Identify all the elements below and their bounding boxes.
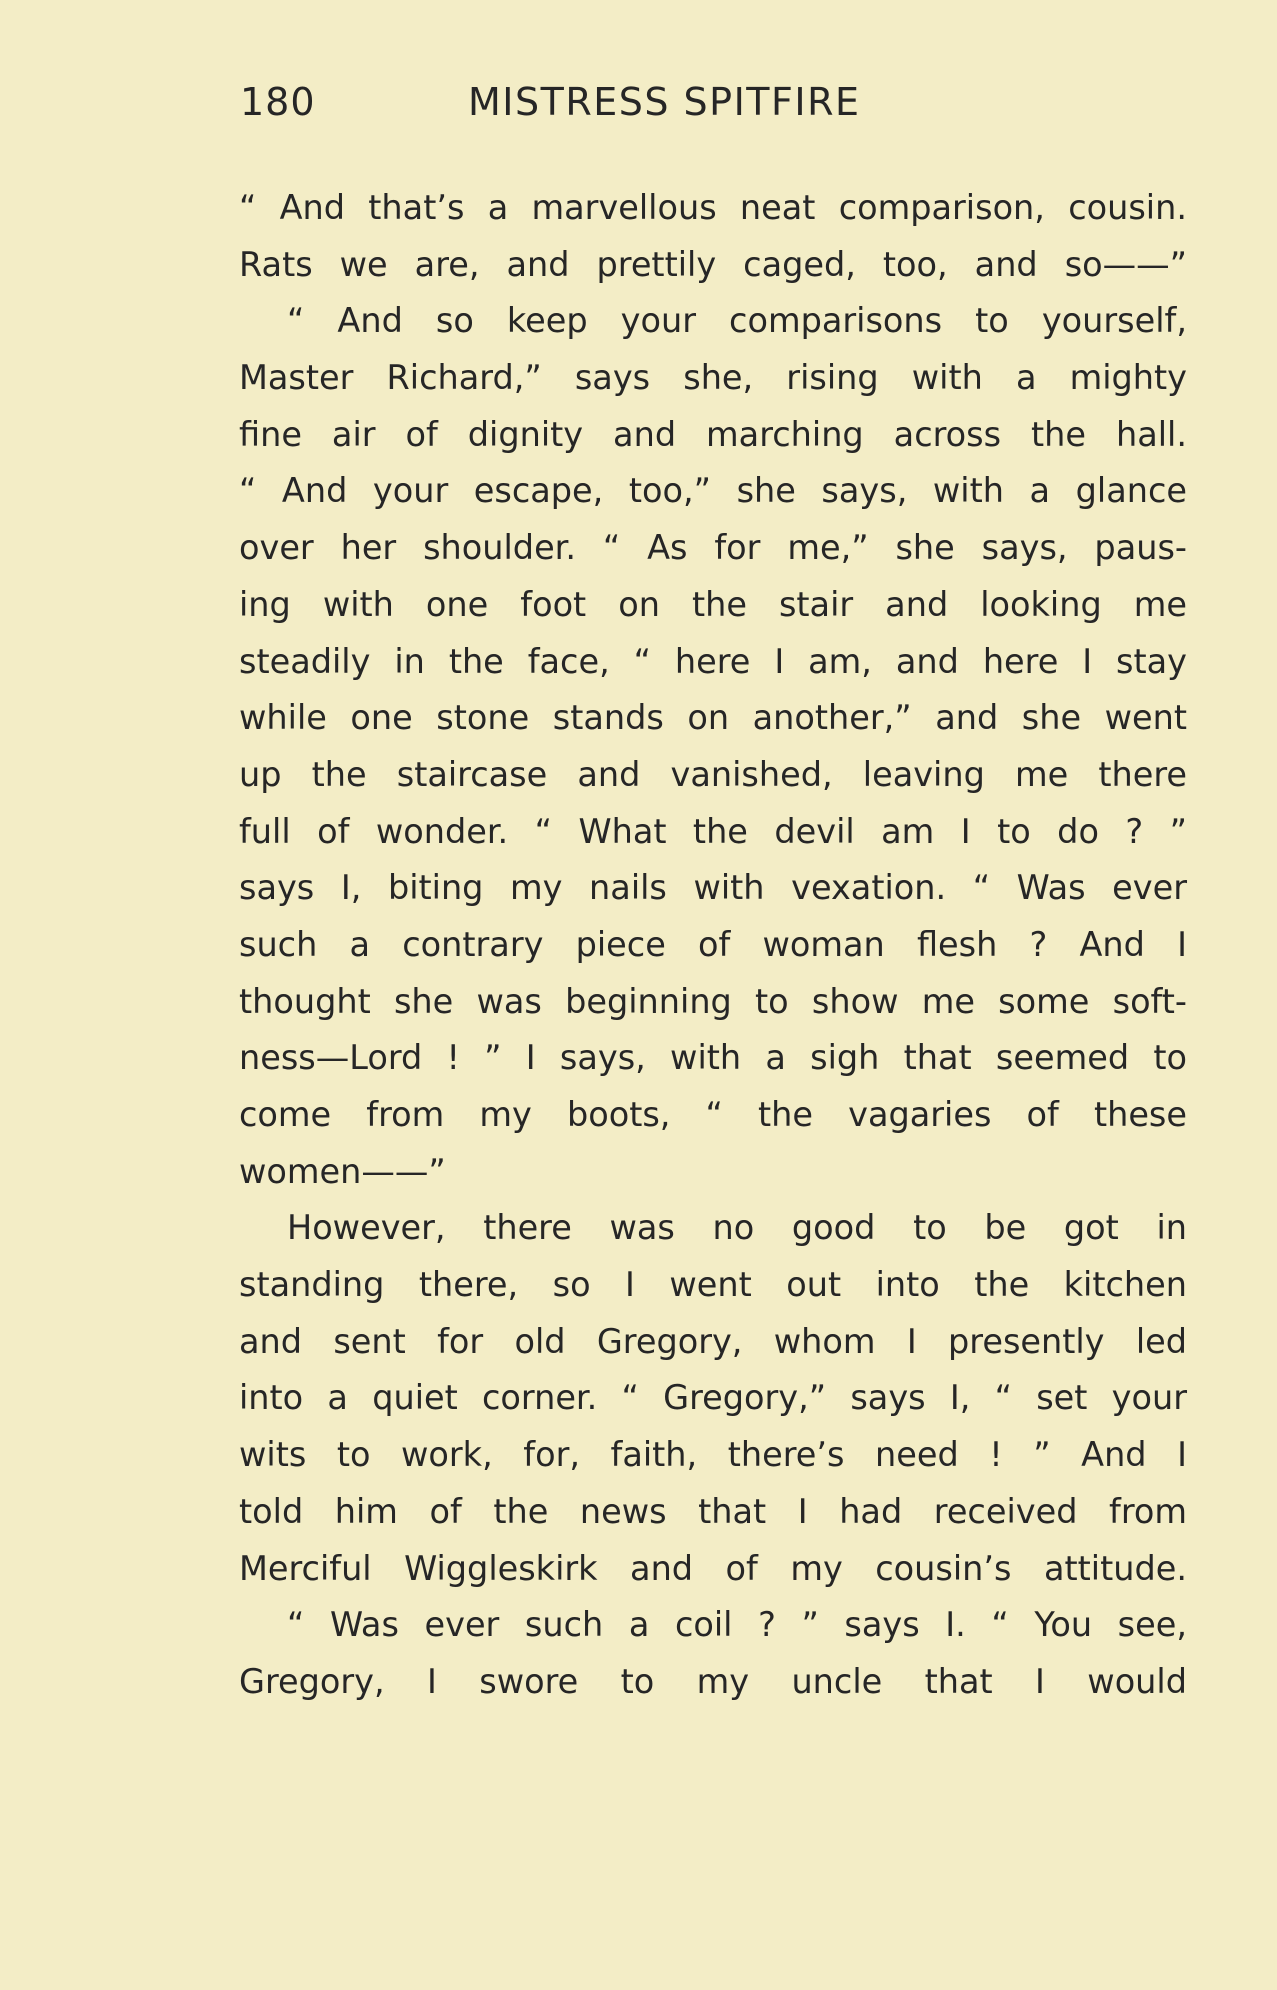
text-line: says I, biting my nails with vexation. “ Was ever bbox=[239, 868, 1187, 908]
text-line: and sent for old Gregory, whom I presently led bbox=[239, 1321, 1187, 1361]
text-line: over her shoulder. “ As for me,” she says, paus- bbox=[239, 528, 1187, 568]
text-line: standing there, so I went out into the kitchen bbox=[239, 1265, 1187, 1305]
text-line: Gregory, I swore to my uncle that I would bbox=[239, 1661, 1187, 1701]
text-line: ness—Lord ! ” I says, with a sigh that seemed to bbox=[239, 1038, 1187, 1078]
text-line: steadily in the face, “ here I am, and here I stay bbox=[239, 641, 1187, 681]
text-line: Master Richard,” says she, rising with a mighty bbox=[239, 358, 1187, 398]
text-line: ing with one foot on the stair and looking me bbox=[239, 584, 1187, 624]
text-line: women——” bbox=[239, 1151, 446, 1191]
text-line: thought she was beginning to show me some soft- bbox=[239, 981, 1187, 1021]
text-line: while one stone stands on another,” and she went bbox=[239, 698, 1187, 738]
running-title: MISTRESS SPITFIRE bbox=[468, 80, 861, 124]
text-line: full of wonder. “ What the devil am I to do ? ” bbox=[239, 811, 1187, 851]
text-line: into a quiet corner. “ Gregory,” says I, “ set your bbox=[239, 1378, 1187, 1418]
text-line: “ And so keep your comparisons to yourself, bbox=[287, 301, 1187, 341]
page-number: 180 bbox=[240, 80, 316, 124]
text-line: fine air of dignity and marching across the hall. bbox=[239, 414, 1187, 454]
text-line: up the staircase and vanished, leaving me there bbox=[239, 754, 1187, 794]
text-line: “ And your escape, too,” she says, with a glance bbox=[239, 471, 1187, 511]
text-line: “ Was ever such a coil ? ” says I. “ You see, bbox=[287, 1605, 1187, 1645]
text-line: wits to work, for, faith, there’s need ! ” And I bbox=[239, 1435, 1187, 1475]
text-line: Rats we are, and prettily caged, too, and so——” bbox=[239, 244, 1187, 284]
text-line: such a contrary piece of woman flesh ? And I bbox=[239, 924, 1187, 964]
text-line: told him of the news that I had received from bbox=[239, 1491, 1187, 1531]
text-line: However, there was no good to be got in bbox=[287, 1208, 1187, 1248]
text-line: “ And that’s a marvellous neat comparison, cousin. bbox=[239, 188, 1187, 227]
body-text bbox=[239, 180, 1187, 1711]
page-header bbox=[240, 80, 992, 140]
text-line: Merciful Wiggleskirk and of my cousin’s attitude. bbox=[239, 1548, 1187, 1588]
text-line: come from my boots, “ the vagaries of these bbox=[239, 1095, 1187, 1134]
